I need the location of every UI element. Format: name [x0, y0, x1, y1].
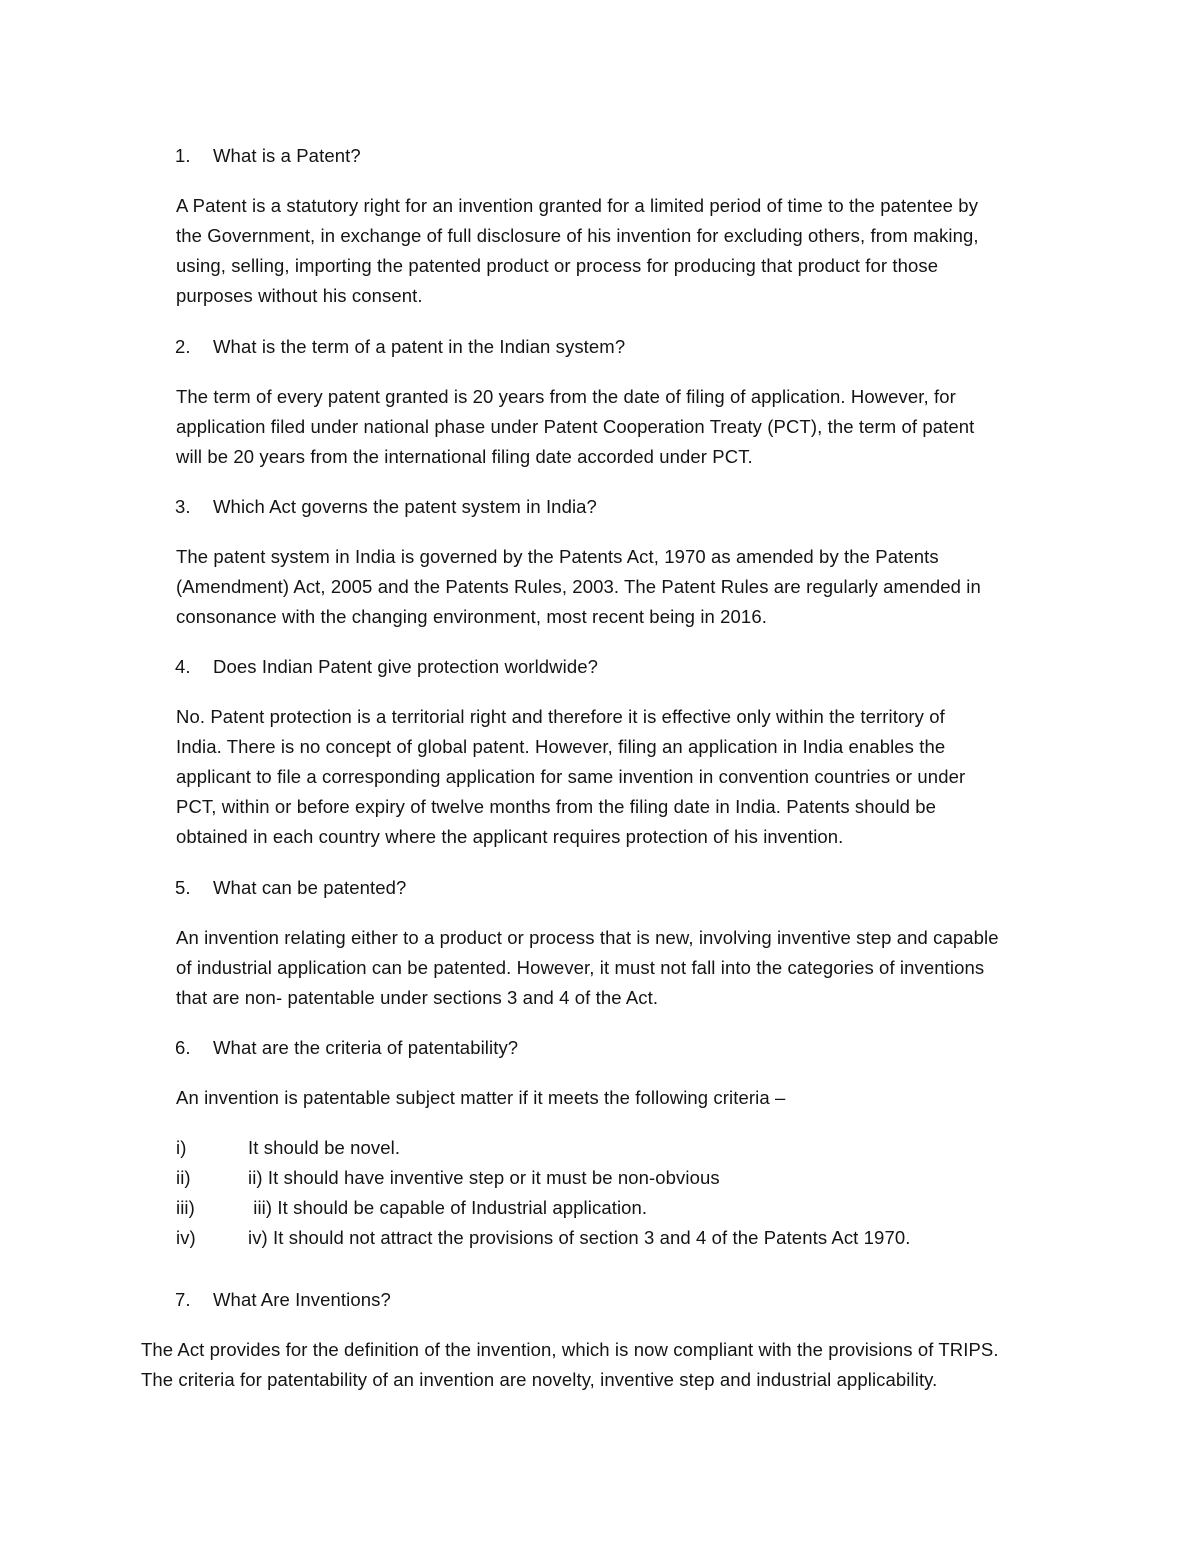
closing-paragraph: [141, 1335, 999, 1395]
answer-line: obtained in each country where the applicant requires protection of his invention.: [176, 826, 844, 847]
answer-line: purposes without his consent.: [176, 285, 423, 306]
question-text: Does Indian Patent give protection worldwide?: [213, 656, 599, 677]
criteria-marker: iii): [176, 1197, 195, 1218]
answer-line: PCT, within or before expiry of twelve months from the filing date in India. Patents should be: [176, 796, 937, 817]
answer-line: will be 20 years from the international filing date accorded under PCT.: [176, 446, 753, 467]
question-number: 1.: [175, 145, 191, 166]
criteria-text: iii) It should be capable of Industrial application.: [248, 1197, 648, 1218]
question-number: 4.: [175, 656, 191, 677]
answer-1: [176, 191, 1076, 311]
question-number: 7.: [175, 1289, 191, 1310]
answer-line: using, selling, importing the patented product or process for producing that product for those: [176, 255, 939, 276]
question-text: What is the term of a patent in the Indian system?: [213, 336, 626, 357]
answer-line: that are non- patentable under sections 3 and 4 of the Act.: [176, 987, 659, 1008]
criteria-text: iv) It should not attract the provisions of section 3 and 4 of the Patents Act 1970.: [248, 1227, 911, 1248]
question-number: 5.: [175, 877, 191, 898]
answer-line: of industrial application can be patented. However, it must not fall into the categories of inventions: [176, 957, 985, 978]
answer-line: (Amendment) Act, 2005 and the Patents Rules, 2003. The Patent Rules are regularly amended in: [176, 576, 981, 597]
answer-line: application filed under national phase under Patent Cooperation Treaty (PCT), the term of patent: [176, 416, 975, 437]
answer-line: India. There is no concept of global patent. However, filing an application in India enables the: [176, 736, 946, 757]
question-7: [175, 1289, 391, 1311]
question-1: [175, 145, 361, 167]
closing-line: The criteria for patentability of an invention are novelty, inventive step and industrial applicability.: [141, 1369, 938, 1390]
question-number: 2.: [175, 336, 191, 357]
question-text: What are the criteria of patentability?: [213, 1037, 519, 1058]
criteria-item-2: [176, 1167, 720, 1189]
answer-5: [176, 923, 1076, 1013]
answer-line: the Government, in exchange of full disclosure of his invention for excluding others, from making,: [176, 225, 979, 246]
criteria-item-3: [176, 1197, 647, 1219]
criteria-item-4: [176, 1227, 910, 1249]
criteria-text: ii) It should have inventive step or it must be non-obvious: [248, 1167, 720, 1188]
question-5: [175, 877, 406, 899]
answer-line: An invention is patentable subject matter if it meets the following criteria –: [176, 1087, 786, 1108]
criteria-marker: iv): [176, 1227, 196, 1248]
question-text: What can be patented?: [213, 877, 407, 898]
answer-line: No. Patent protection is a territorial right and therefore it is effective only within the territory of: [176, 706, 945, 727]
question-text: What is a Patent?: [213, 145, 361, 166]
answer-line: consonance with the changing environment, most recent being in 2016.: [176, 606, 767, 627]
criteria-marker: ii): [176, 1167, 191, 1188]
question-text: What Are Inventions?: [213, 1289, 391, 1310]
question-4: [175, 656, 598, 678]
criteria-text: It should be novel.: [248, 1137, 401, 1158]
question-text: Which Act governs the patent system in India?: [213, 496, 597, 517]
question-3: [175, 496, 597, 518]
question-6: [175, 1037, 518, 1059]
criteria-marker: i): [176, 1137, 187, 1158]
closing-line: The Act provides for the definition of the invention, which is now compliant with the provisions of TRIPS.: [141, 1339, 999, 1360]
criteria-item-1: [176, 1137, 400, 1159]
answer-line: The term of every patent granted is 20 years from the date of filing of application. However, for: [176, 386, 956, 407]
question-number: 3.: [175, 496, 191, 517]
answer-line: An invention relating either to a product or process that is new, involving inventive step and capable: [176, 927, 999, 948]
question-number: 6.: [175, 1037, 191, 1058]
answer-line: A Patent is a statutory right for an invention granted for a limited period of time to the patentee by: [176, 195, 979, 216]
answer-6: [176, 1083, 1076, 1113]
answer-3: [176, 542, 1076, 632]
answer-line: The patent system in India is governed by the Patents Act, 1970 as amended by the Patents: [176, 546, 939, 567]
answer-line: applicant to file a corresponding application for same invention in convention countries or under: [176, 766, 966, 787]
answer-4: [176, 702, 1076, 852]
question-2: [175, 336, 625, 358]
answer-2: [176, 382, 1076, 472]
